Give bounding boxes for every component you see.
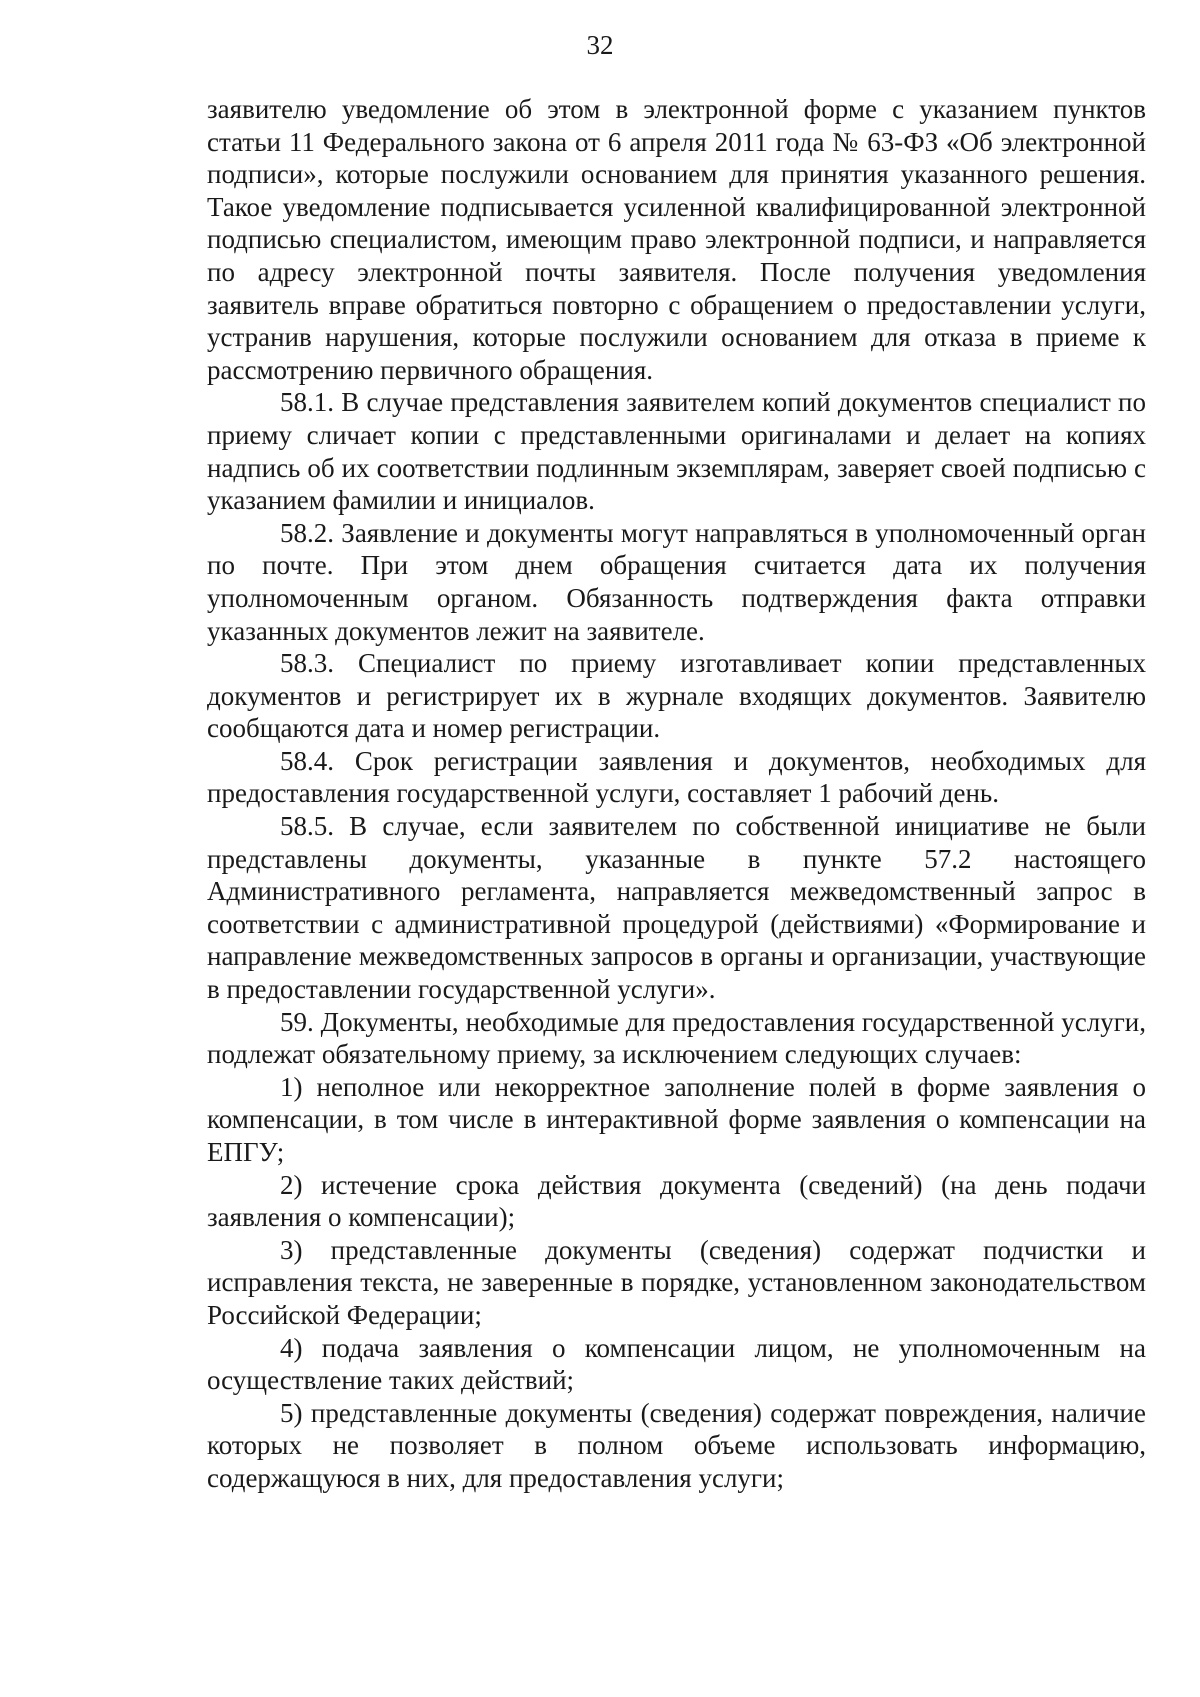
page-number-text: 32	[586, 30, 614, 60]
list-item-3: 3) представленные документы (сведения) содержат подчистки и исправления текста, не заверенные в порядке, установленном законодательством Российской Федерации;	[207, 1234, 1146, 1330]
list-item-5: 5) представленные документы (сведения) содержат повреждения, наличие которых не позволяет в полном объеме использовать информацию, содержащуюся в них, для предоставления услуги;	[207, 1397, 1146, 1493]
paragraph-continuation: заявителю уведомление об этом в электронной форме с указанием пунктов статьи 11 Федерального закона от 6 апреля 2011 года № 63-ФЗ «Об электронной подписи», которые послужили основанием для принятия указанного решения. Такое уведомление подписывается усиленной квалифицированной электронной подписью специалистом, имеющим право электронной подписи, и направляется по адресу электронной почты заявителя. После получения уведомления заявитель вправе обратиться повторно с обращением о предоставлении услуги, устранив нарушения, которые послужили основанием для отказа в приеме к рассмотрению первичного обращения.	[207, 94, 1146, 385]
document-body	[207, 93, 1146, 1495]
list-item-2: 2) истечение срока действия документа (сведений) (на день подачи заявления о компенсации);	[207, 1169, 1146, 1233]
paragraph-59: 59. Документы, необходимые для предоставления государственной услуги, подлежат обязательному приему, за исключением следующих случаев:	[207, 1006, 1146, 1070]
page-number	[90, 28, 1110, 62]
paragraph-58-3: 58.3. Специалист по приему изготавливает копии представленных документов и регистрирует их в журнале входящих документов. Заявителю сообщаются дата и номер регистрации.	[207, 648, 1146, 744]
list-item-4: 4) подача заявления о компенсации лицом, не уполномоченным на осуществление таких действий;	[207, 1332, 1146, 1396]
paragraph-58-1: 58.1. В случае представления заявителем копий документов специалист по приему сличает копии с представленными оригиналами и делает на копиях надпись об их соответствии подлинным экземплярам, заверяет своей подписью с указанием фамилии и инициалов.	[207, 387, 1146, 516]
paragraph-58-2: 58.2. Заявление и документы могут направляться в уполномоченный орган по почте. При этом днем обращения считается дата их получения уполномоченным органом. Обязанность подтверждения факта отправки указанных документов лежит на заявителе.	[207, 517, 1146, 646]
list-item-1: 1) неполное или некорректное заполнение полей в форме заявления о компенсации, в том числе в интерактивной форме заявления о компенсации на ЕПГУ;	[207, 1071, 1146, 1167]
paragraph-58-5: 58.5. В случае, если заявителем по собственной инициативе не были представлены документы, указанные в пункте 57.2 настоящего Административного регламента, направляется межведомственный запрос в соответствии с административной процедурой (действиями) «Формирование и направление межведомственных запросов в органы и организации, участвующие в предоставлении государственной услуги».	[207, 811, 1146, 1005]
paragraph-58-4: 58.4. Срок регистрации заявления и документов, необходимых для предоставления государственной услуги, составляет 1 рабочий день.	[207, 745, 1146, 809]
